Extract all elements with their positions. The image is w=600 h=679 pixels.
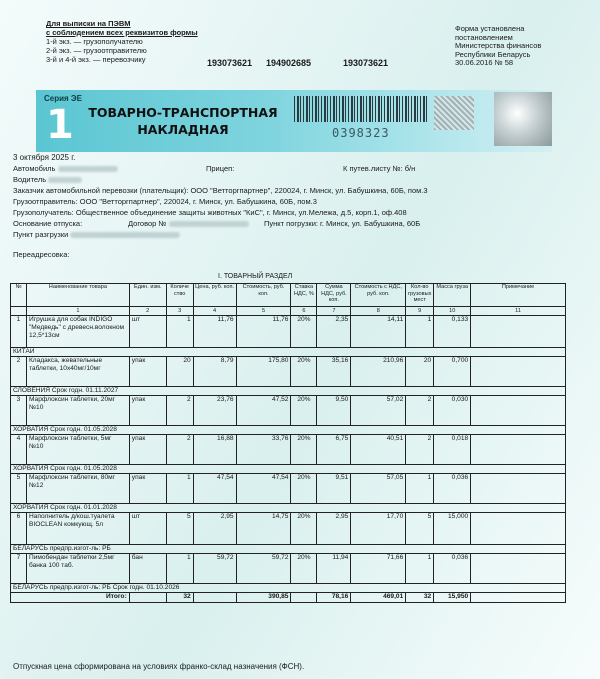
cell-note [471, 554, 566, 584]
column-header: Примечание [471, 284, 566, 307]
cell-unit: шт [129, 316, 166, 348]
cell-name: Пимобендан таблетки 2,5мг банка 100 таб. [26, 554, 129, 584]
copy-line: 1-й экз. — грузополучателю [46, 37, 143, 46]
table-row [11, 316, 566, 348]
driver-field: Водитель [13, 175, 82, 185]
cell-places: 20 [406, 357, 434, 387]
unloading-field: Пункт разгрузки [13, 230, 180, 240]
origin-row [11, 465, 566, 474]
security-emblem-icon [494, 92, 552, 146]
cell-cost: 47,52 [236, 396, 291, 426]
cell-places: 2 [406, 396, 434, 426]
document-number: 0398323 [332, 126, 390, 140]
cell-mass: 0,018 [434, 435, 471, 465]
copy-line: 3-й и 4-й экз. — перевозчику [46, 55, 146, 64]
cell-price: 2,95 [193, 513, 236, 545]
cell-note [471, 396, 566, 426]
cell-note [471, 474, 566, 504]
total-qty: 32 [166, 593, 193, 603]
totals-label: Итого: [11, 593, 130, 603]
cell-cost: 11,76 [236, 316, 291, 348]
cell-name: Марфлоксин таблетки, 20мг №10 [26, 396, 129, 426]
series-label: Серия ЭЕ [44, 94, 82, 103]
cell-places: 1 [406, 554, 434, 584]
consignee-line: Грузополучатель: Общественное объединение защиты животных "КиС", г. Минск, ул.Мележа, д.5, корп.1, оф.408 [13, 208, 407, 217]
origin-row [11, 584, 566, 593]
table-row [11, 474, 566, 504]
cell-unit: упак [129, 474, 166, 504]
table-row [11, 554, 566, 584]
cell-n: 2 [11, 357, 27, 387]
cell-n: 7 [11, 554, 27, 584]
cell-vat: 6,75 [317, 435, 351, 465]
column-number-row: 1 2 3 4 5 6 7 8 9 10 11 [11, 307, 566, 316]
totals-row [11, 593, 566, 603]
contract-field: Договор № [128, 219, 249, 229]
cell-empty [291, 593, 317, 603]
column-header: Кол-во грузовых мест [406, 284, 434, 307]
table-row [11, 396, 566, 426]
origin-text: ХОРВАТИЯ Срок годн. 01.01.2028 [11, 504, 566, 513]
footer-note: Отпускная цена сформирована на условиях франко-склад назначения (ФСН). [13, 662, 305, 671]
cell-total: 57,02 [351, 396, 406, 426]
cell-name: Наполнитель д/кош.туалета BIOCLEAN комкующ. 5л [26, 513, 129, 545]
cell-vat: 35,16 [317, 357, 351, 387]
origin-text: БЕЛАРУСЬ предпр.изгот-ль: РБ Срок годн. 01.10.2026 [11, 584, 566, 593]
document-date: 3 октября 2025 г. [13, 153, 76, 162]
cell-price: 16,88 [193, 435, 236, 465]
cell-places: 5 [406, 513, 434, 545]
hologram-icon [434, 96, 474, 130]
column-header: Стоимость с НДС, руб. коп. [351, 284, 406, 307]
cell-vat: 2,35 [317, 316, 351, 348]
cell-vat-rate: 20% [291, 316, 317, 348]
cell-total: 14,11 [351, 316, 406, 348]
column-header: Сумма НДС, руб. коп. [317, 284, 351, 307]
cell-qty: 2 [166, 396, 193, 426]
column-header: Цена, руб. коп. [193, 284, 236, 307]
total-cost: 390,85 [236, 593, 291, 603]
redacted-text [48, 177, 82, 183]
total-vat: 78,16 [317, 593, 351, 603]
cell-mass: 0,036 [434, 554, 471, 584]
cell-vat: 2,95 [317, 513, 351, 545]
cell-note [471, 357, 566, 387]
cell-note [471, 513, 566, 545]
total-with-vat: 469,01 [351, 593, 406, 603]
cell-price: 59,72 [193, 554, 236, 584]
total-places: 32 [406, 593, 434, 603]
redacted-text [58, 166, 118, 172]
cell-qty: 5 [166, 513, 193, 545]
table-row [11, 435, 566, 465]
cell-total: 17,70 [351, 513, 406, 545]
origin-text: ХОРВАТИЯ Срок годн. 01.05.2028 [11, 426, 566, 435]
goods-table [10, 283, 566, 603]
origin-text: ХОРВАТИЯ Срок годн. 01.05.2028 [11, 465, 566, 474]
cell-n: 6 [11, 513, 27, 545]
total-mass: 15,950 [434, 593, 471, 603]
cell-empty [193, 593, 236, 603]
cell-qty: 1 [166, 316, 193, 348]
unp-number: 193073621 [343, 58, 389, 68]
barcode-icon [294, 96, 429, 122]
table-header-row [11, 284, 566, 307]
origin-text: КИТАЙ [11, 348, 566, 357]
cell-qty: 1 [166, 474, 193, 504]
cell-name: Кладакса, жевательные таблетки, 10х40мг/10мг [26, 357, 129, 387]
cell-unit: упак [129, 357, 166, 387]
origin-row [11, 545, 566, 554]
cell-places: 2 [406, 435, 434, 465]
cell-vat-rate: 20% [291, 435, 317, 465]
readdress-label: Переадресовка: [13, 250, 70, 259]
cell-name: Игрушка для собак INDIGO "Медведь" с древесн.волокном 12,5*13см [26, 316, 129, 348]
cell-total: 57,05 [351, 474, 406, 504]
cell-vat: 11,94 [317, 554, 351, 584]
trailer-label: Прицеп: [206, 164, 235, 173]
column-header: № [11, 284, 27, 307]
cell-mass: 0,133 [434, 316, 471, 348]
cell-vat-rate: 20% [291, 357, 317, 387]
cell-qty: 1 [166, 554, 193, 584]
cell-vat-rate: 20% [291, 554, 317, 584]
document-title: ТОВАРНО-ТРАНСПОРТНАЯ НАКЛАДНАЯ [88, 105, 278, 137]
cell-mass: 15,000 [434, 513, 471, 545]
unp-number: 194902685 [266, 58, 312, 68]
cell-name: Марфлоксин таблетки, 80мг №12 [26, 474, 129, 504]
cell-total: 40,51 [351, 435, 406, 465]
cell-n: 1 [11, 316, 27, 348]
origin-row [11, 426, 566, 435]
column-header: Ставка НДС, % [291, 284, 317, 307]
loading-point: Пункт погрузки: г. Минск, ул. Бабушкина, 60Б [264, 219, 421, 228]
table-row [11, 513, 566, 545]
copy-line: 2-й экз. — грузоотправителю [46, 46, 147, 55]
origin-text: БЕЛАРУСЬ предпр.изгот-ль: РБ [11, 545, 566, 554]
copies-block [46, 20, 198, 64]
cell-total: 210,96 [351, 357, 406, 387]
shipper-line: Грузоотправитель: ООО "Ветторгпартнер", 220024, г. Минск, ул. Бабушкина, 60Б, пом.3 [13, 197, 317, 206]
cell-price: 47,54 [193, 474, 236, 504]
cell-note [471, 316, 566, 348]
origin-row [11, 348, 566, 357]
cell-name: Марфлоксин таблетки, 5мг №10 [26, 435, 129, 465]
cell-empty [471, 593, 566, 603]
waybill-label: К путев.листу №: б/н [343, 164, 416, 173]
cell-vat-rate: 20% [291, 474, 317, 504]
cell-vat-rate: 20% [291, 513, 317, 545]
cell-places: 1 [406, 474, 434, 504]
cell-vat-rate: 20% [291, 396, 317, 426]
column-header: Наименование товара [26, 284, 129, 307]
cell-cost: 175,80 [236, 357, 291, 387]
unp-number: 193073621 [207, 58, 253, 68]
basis-label: Основание отпуска: [13, 219, 83, 228]
cell-mass: 0,030 [434, 396, 471, 426]
cell-unit: бан [129, 554, 166, 584]
column-header: Количе ство [166, 284, 193, 307]
cell-unit: шт [129, 513, 166, 545]
vehicle-field: Автомобиль [13, 164, 118, 174]
cell-empty [129, 593, 166, 603]
origin-row [11, 387, 566, 396]
cell-cost: 14,75 [236, 513, 291, 545]
redacted-text [70, 232, 180, 238]
cell-price: 11,76 [193, 316, 236, 348]
cell-places: 1 [406, 316, 434, 348]
cell-price: 23,76 [193, 396, 236, 426]
cell-cost: 59,72 [236, 554, 291, 584]
for-issue-line1: Для выписки на ПЭВМ [46, 19, 131, 28]
redacted-text [169, 221, 249, 227]
cell-n: 4 [11, 435, 27, 465]
cell-note [471, 435, 566, 465]
cell-vat: 9,50 [317, 396, 351, 426]
cell-qty: 20 [166, 357, 193, 387]
table-row [11, 357, 566, 387]
cell-price: 8,79 [193, 357, 236, 387]
for-issue-line2: с соблюдением всех реквизитов формы [46, 27, 198, 37]
column-header: Стоимость, руб. коп. [236, 284, 291, 307]
column-header: Един. изм. [129, 284, 166, 307]
cell-mass: 0,036 [434, 474, 471, 504]
cell-qty: 2 [166, 435, 193, 465]
copy-number: 1 [46, 102, 74, 148]
origin-text: СЛОВЕНИЯ Срок годн. 01.11.2027 [11, 387, 566, 396]
origin-row [11, 504, 566, 513]
cell-n: 5 [11, 474, 27, 504]
cell-unit: упак [129, 396, 166, 426]
customer-line: Заказчик автомобильной перевозки (плательщик): ООО "Ветторгпартнер", 220024, г. Минск, ул. Бабушкина, 60Б, пом.3 [13, 186, 428, 195]
goods-section-title: I. ТОВАРНЫЙ РАЗДЕЛ [218, 273, 293, 280]
cell-total: 71,66 [351, 554, 406, 584]
cell-n: 3 [11, 396, 27, 426]
document-banner [36, 90, 552, 152]
cell-cost: 33,76 [236, 435, 291, 465]
cell-vat: 9,51 [317, 474, 351, 504]
cell-unit: упак [129, 435, 166, 465]
cell-mass: 0,700 [434, 357, 471, 387]
cell-cost: 47,54 [236, 474, 291, 504]
column-header: Масса груза [434, 284, 471, 307]
form-note: Форма установлена постановлением Министерства финансов Республики Беларусь 30.06.2016 № 58 [455, 24, 542, 67]
